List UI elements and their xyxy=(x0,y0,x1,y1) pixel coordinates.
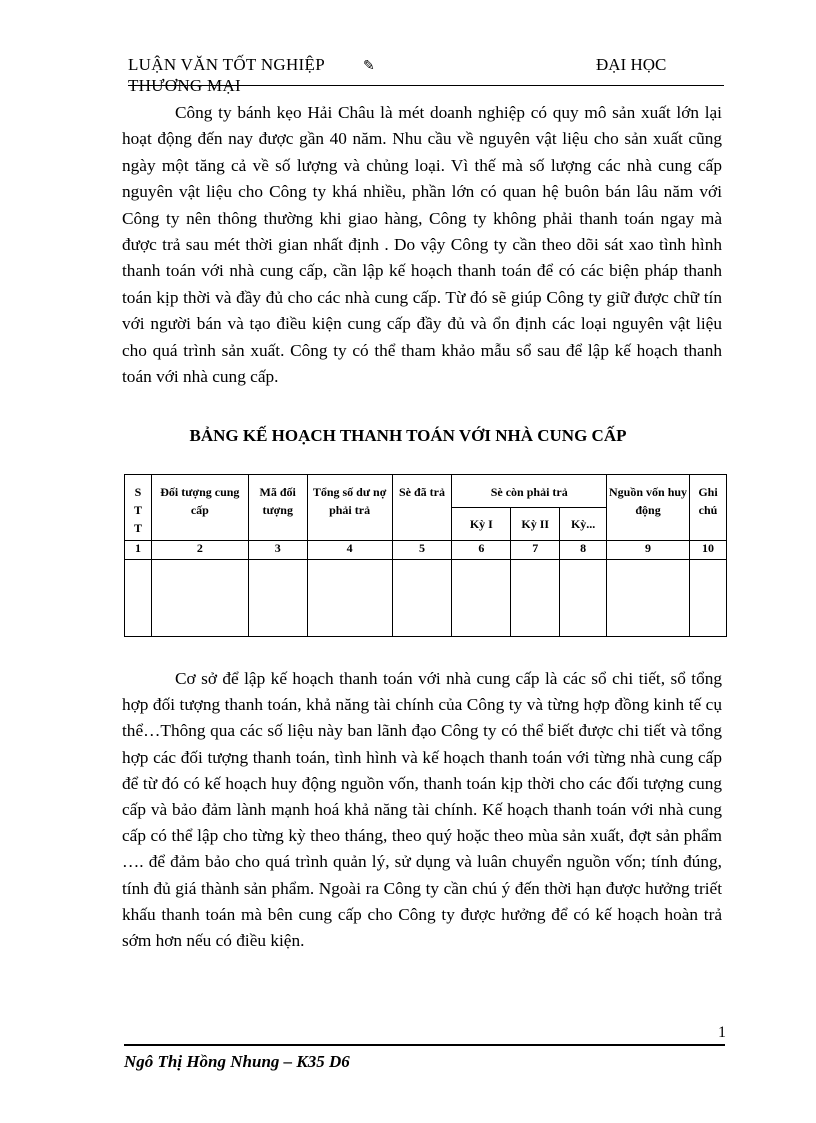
column-number: 4 xyxy=(307,541,392,560)
column-number: 10 xyxy=(689,541,726,560)
payment-plan-table xyxy=(124,474,727,637)
column-number: 5 xyxy=(392,541,452,560)
header-paid: Sè đã trả xyxy=(392,475,452,541)
table-cell xyxy=(248,560,307,637)
table-cell xyxy=(607,560,690,637)
footer-divider xyxy=(124,1044,725,1046)
intro-paragraph: Công ty bánh kẹo Hải Châu là mét doanh nghiệp có quy mô sản xuất lớn lại hoạt động đến nay được gần 40 năm. Nhu cầu về nguyên vật liệu cho sản xuất cũng ngày một tăng cả về số lượng và chủng loại. Vì thế mà số lượng các nhà cung cấp nguyên vật liệu cho Công ty khá nhiều, phần lớn có quan hệ buôn bán lâu năm với Công ty nên thông thường khi giao hàng, Công ty không phải thanh toán ngay mà được trả sau mét thời gian nhất định . Do vậy Công ty cần theo dõi sát xao tình hình thanh toán với nhà cung cấp, cần lập kế hoạch thanh toán để có các biện pháp thanh toán kịp thời và đầy đủ cho các nhà cung cấp. Từ đó sẽ giúp Công ty giữ được chữ tín với người bán và tạo điều kiện cung cấp đầy đủ và ổn định các loại nguyên vật liệu cho quá trình sản xuất. Công ty có thể tham khảo mẫu sổ sau để lập kế hoạch thanh toán với nhà cung cấp. xyxy=(122,103,722,387)
basis-paragraph: Cơ sở để lập kế hoạch thanh toán với nhà cung cấp là các sổ chi tiết, sổ tổng hợp đối tượng thanh toán, khả năng tài chính của Công ty và từng hợp đồng kinh tế cụ thể…Thông qua các số liệu này ban lãnh đạo Công ty có thể biết được chi tiết và tổng hợp các đối tượng thanh toán, tình hình và kế hoạch thanh toán với từng nhà cung cấp để từ đó có kế hoạch huy động nguồn vốn, thanh toán kịp thời cho các đối tượng cung cấp và bảo đảm lành mạnh hoá khả năng tài chính. Kế hoạch thanh toán với nhà cung cấp có thể lập cho từng kỳ theo tháng, theo quý hoặc theo mùa sản xuất, đợt sản phẩm …. để đảm bảo cho quá trình quản lý, sử dụng và luân chuyển nguồn vốn; tính đúng, tính đủ giá thành sản phẩm. Ngoài ra Công ty cần chú ý đến thời hạn được hưởng triết khấu thanh toán mà bên cung cấp cho Công ty được hưởng để có kế hoạch hoàn trả sớm hơn nếu có điều kiện. xyxy=(122,669,722,951)
pen-icon: ✎ xyxy=(363,59,375,74)
column-number: 7 xyxy=(511,541,560,560)
table-cell xyxy=(125,560,152,637)
page-number: 1 xyxy=(718,1024,726,1041)
subheader-period-1: Kỳ I xyxy=(452,508,511,541)
table-title: BẢNG KẾ HOẠCH THANH TOÁN VỚI NHÀ CUNG CẤP xyxy=(189,426,627,445)
header-stt: S T T xyxy=(125,475,152,541)
header-funding-source: Nguồn vốn huy động xyxy=(607,475,690,541)
subheader-period-2: Kỳ II xyxy=(511,508,560,541)
header-note: Ghi chú xyxy=(689,475,726,541)
column-number-row xyxy=(125,541,727,560)
subheader-period-3: Kỳ... xyxy=(560,508,607,541)
table-row xyxy=(125,560,727,637)
column-number: 9 xyxy=(607,541,690,560)
header-title-line2: THƯƠNG MẠI xyxy=(128,76,241,95)
table-cell xyxy=(151,560,248,637)
footer-author: Ngô Thị Hồng Nhung – K35 D6 xyxy=(124,1052,350,1071)
table-cell xyxy=(452,560,511,637)
column-number: 1 xyxy=(125,541,152,560)
header-title-left: LUẬN VĂN TỐT NGHIỆP xyxy=(128,55,325,74)
header-title-right: ĐẠI HỌC xyxy=(596,55,667,74)
table-cell xyxy=(307,560,392,637)
column-number: 8 xyxy=(560,541,607,560)
header-supplier: Đối tượng cung cấp xyxy=(151,475,248,541)
header-remaining: Sè còn phải trả xyxy=(452,475,607,508)
column-number: 6 xyxy=(452,541,511,560)
header-divider xyxy=(128,85,724,86)
table-cell xyxy=(560,560,607,637)
column-number: 2 xyxy=(151,541,248,560)
header-total-debt: Tổng số dư nợ phải trả xyxy=(307,475,392,541)
column-number: 3 xyxy=(248,541,307,560)
table-cell xyxy=(511,560,560,637)
header-code: Mã đối tượng xyxy=(248,475,307,541)
table-cell xyxy=(689,560,726,637)
table-cell xyxy=(392,560,452,637)
